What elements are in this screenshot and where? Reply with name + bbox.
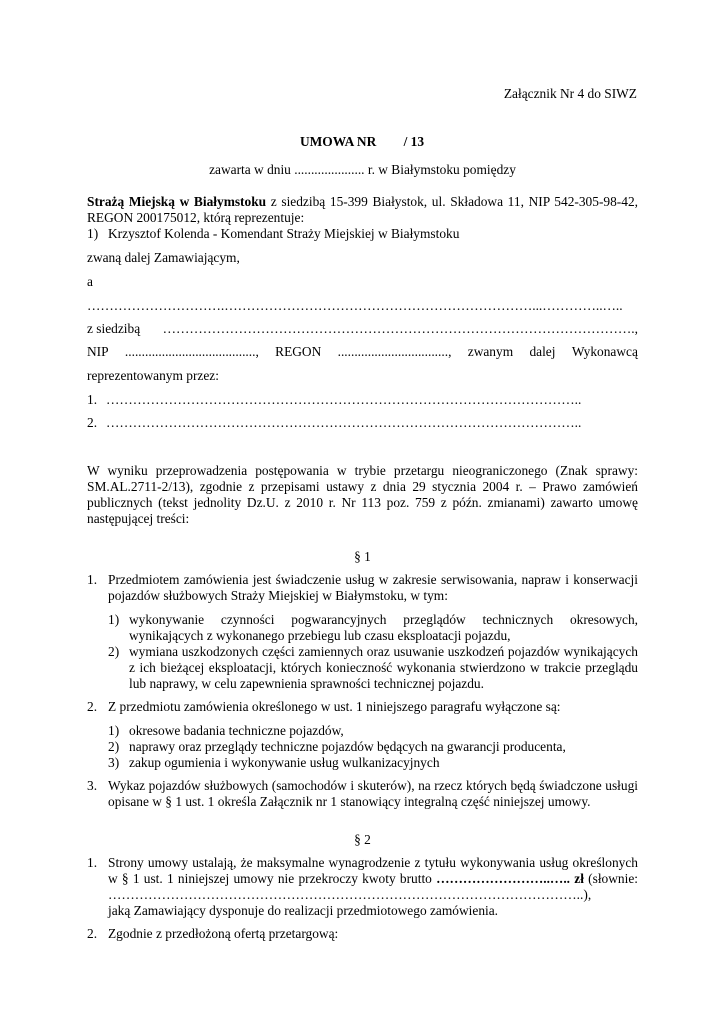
s1-p2-line1: Z przedmiotu zamówienia określonego w ust. 1 niniejszego paragrafu wyłączone są: <box>108 699 561 714</box>
s1-p2-item1: okresowe badania techniczne pojazdów, <box>129 723 344 738</box>
intro-line4: następującej treści: <box>87 511 190 526</box>
s1-p1-item1-number: 1) <box>108 612 120 627</box>
s2-p1-line4: jaką Zamawiający dysponuje do realizacji przedmiotowego zamówienia. <box>108 903 499 918</box>
s2-p1-line2-text: w § 1 ust. 1 niniejszej umowy nie przekroczy kwoty brutto <box>108 871 437 886</box>
and-word: a <box>87 274 93 289</box>
party1-address: z siedzibą 15-399 Białystok, ul. Składowa 11, NIP 542-305-98-42, <box>266 194 638 209</box>
rep-a-dots: …………………………………………………………………………………………….. <box>106 392 582 407</box>
s1-p1-item2-line3: lub naprawy, w celu zapewnienia sprawności technicznej pojazdu. <box>129 676 484 691</box>
contract-title-label: UMOWA NR <box>300 134 377 149</box>
s1-p3-line2: opisane w § 1 ust. 1 określa Załącznik nr 1 stanowiący integralną część niniejszej umowy. <box>108 794 591 809</box>
s1-p3-number: 3. <box>87 778 98 793</box>
rep-b-dots: …………………………………………………………………………………………….. <box>106 415 582 430</box>
seat-line <box>87 321 638 337</box>
seat-label: z siedzibą <box>87 321 141 336</box>
s1-p1-number: 1. <box>87 572 98 587</box>
contract-number: / 13 <box>403 134 425 149</box>
party1-name: Strażą Miejską w Białymstoku <box>87 194 267 209</box>
s2-p1-line2 <box>108 871 638 887</box>
intro-line3: publicznych (tekst jednolity Dz.U. z 2010 r. Nr 113 poz. 759 z późn. zmianami) zawarto umowę <box>87 495 638 510</box>
s1-p2-item2: naprawy oraz przeglądy techniczne pojazdów będących na gwarancji producenta, <box>129 739 566 754</box>
s1-p3-line1: Wykaz pojazdów służbowych (samochodów i skuterów), na rzecz których będą świadczone usługi <box>108 778 638 793</box>
nip-dots: ......................................., <box>124 344 259 359</box>
nip-regon-line <box>87 344 638 360</box>
s2-amount-blank: ……………………..….. zł <box>436 871 584 886</box>
called-word-1: zwanym <box>467 344 514 359</box>
s1-p1-item2-line2: z ich bieżącej eksploatacji, których konieczność wykonania stwierdzono w trakcie przeglądu <box>129 660 638 675</box>
s2-p2-line1: Zgodnie z przedłożoną ofertą przetargową: <box>108 926 339 941</box>
s2-p1-line3: ……………………………………………………………………………………………..), <box>108 887 592 902</box>
s2-p1-line1: Strony umowy ustalają, że maksymalne wynagrodzenie z tytułu wykonywania usług określonych <box>108 855 638 870</box>
s1-p1-item2-line1: wymiana uszkodzonych części zamiennych oraz usuwanie uszkodzeń pojazdów wynikających <box>129 644 638 659</box>
rep1-number: 1) <box>87 226 99 241</box>
s1-p1-line1: Przedmiotem zamówienia jest świadczenie usług w zakresie serwisowania, napraw i konserwacji <box>108 572 638 587</box>
s1-p2-number: 2. <box>87 699 98 714</box>
s1-p1-item2-number: 2) <box>108 644 120 659</box>
nip-label: NIP <box>87 344 109 359</box>
rep1-text: Krzysztof Kolenda - Komendant Straży Miejskiej w Białymstoku <box>108 226 460 241</box>
regon-label: REGON <box>275 344 322 359</box>
rep-b-number: 2. <box>87 415 98 430</box>
regon-dots: ................................., <box>337 344 452 359</box>
s1-p2-item3-number: 3) <box>108 755 120 770</box>
s1-p1-line2: pojazdów służbowych Straży Miejskiej w Białymstoku, w tym: <box>108 588 448 603</box>
contractor-blank-line: ………………………….……………………………………………………………...…………..….. <box>87 298 623 313</box>
party1-line1 <box>87 194 638 210</box>
s1-p1-item1-line1: wykonywanie czynności pogwarancyjnych przeglądów technicznych okresowych, <box>129 612 638 627</box>
s2-p1-number: 1. <box>87 855 98 870</box>
s1-p2-item1-number: 1) <box>108 723 120 738</box>
called-word-2: dalej <box>529 344 556 359</box>
s2-in-words-label: (słownie: <box>583 871 638 886</box>
rep-a-number: 1. <box>87 392 98 407</box>
attachment-label: Załącznik Nr 4 do SIWZ <box>503 86 637 101</box>
called-client: zwaną dalej Zamawiającym, <box>87 250 240 265</box>
section1-heading: § 1 <box>354 549 371 564</box>
s2-p2-number: 2. <box>87 926 98 941</box>
seat-dots: ……………………………………………………………………………………………., <box>162 321 638 336</box>
concluded-line: zawarta w dniu ..................... r. w Białymstoku pomiędzy <box>209 162 516 177</box>
s1-p2-item2-number: 2) <box>108 739 120 754</box>
s1-p1-item1-line2: wynikających z wykonanego przebiegu lub czasu eksploatacji pojazdu, <box>129 628 511 643</box>
contract-title <box>300 134 424 150</box>
s1-p2-item3: zakup ogumienia i wykonywanie usług wulkanizacyjnych <box>129 755 440 770</box>
section2-heading: § 2 <box>354 832 371 847</box>
called-word-3: Wykonawcą <box>571 344 638 359</box>
intro-line2: SM.AL.2711-2/13), zgodnie z przepisami ustawy z dnia 29 stycznia 2004 r. – Prawo zamówień <box>87 479 638 494</box>
party1-line2: REGON 200175012, którą reprezentuje: <box>87 210 305 225</box>
intro-line1: W wyniku przeprowadzenia postępowania w trybie przetargu nieograniczonego (Znak sprawy: <box>87 463 638 478</box>
represented-by: reprezentowanym przez: <box>87 368 219 383</box>
